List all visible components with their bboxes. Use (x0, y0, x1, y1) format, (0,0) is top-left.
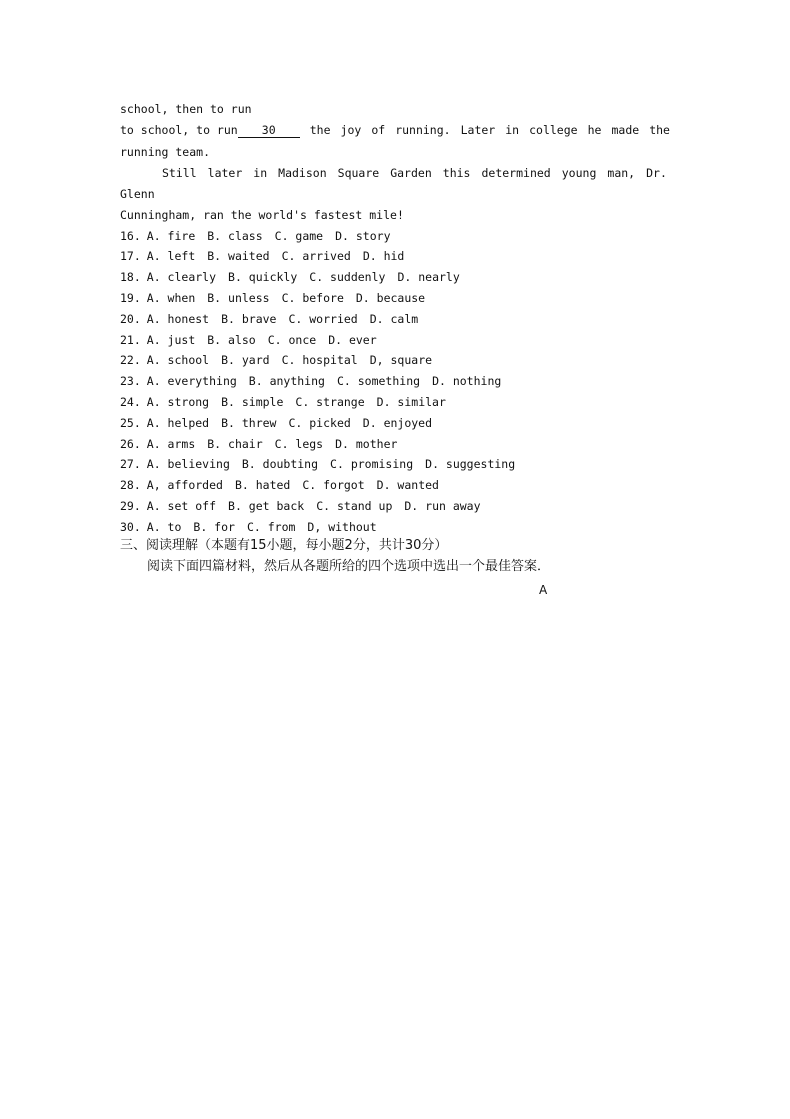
word: this (442, 166, 471, 180)
option-b: B. get back (228, 499, 305, 513)
option-a: A. when (146, 291, 196, 305)
word: the (649, 123, 670, 137)
question-26 (120, 436, 409, 452)
option-a: A. arms (146, 437, 196, 451)
option-a: A. to (146, 520, 182, 534)
answer-blank-30: 30 (238, 124, 300, 138)
question-21 (120, 332, 389, 348)
question-29 (120, 498, 493, 514)
question-17 (120, 248, 416, 264)
option-d: D. similar (376, 395, 446, 409)
option-c: C. before (281, 291, 344, 305)
word: Dr. (646, 166, 667, 180)
word: Square (337, 166, 380, 180)
word: determined (481, 166, 551, 180)
word: Madison (278, 166, 327, 180)
option-a: A. fire (146, 229, 196, 243)
option-a: A, afforded (146, 478, 223, 492)
word: the (309, 123, 331, 137)
question-28 (120, 477, 451, 493)
option-d: D. nothing (432, 374, 502, 388)
passage-line-1: school, then to run (120, 102, 252, 116)
option-d: D. calm (369, 312, 419, 326)
option-b: B. chair (207, 437, 263, 451)
option-c: C. suddenly (309, 270, 386, 284)
option-d: D. wanted (376, 478, 439, 492)
option-d: D. mother (335, 437, 398, 451)
option-d: D. suggesting (425, 457, 516, 471)
option-a: A. just (146, 333, 196, 347)
word: man, (607, 166, 636, 180)
option-a: A. helped (146, 416, 210, 430)
word: Still (162, 166, 197, 180)
option-a: A. set off (146, 499, 217, 513)
option-d: D, without (307, 520, 377, 534)
option-c: C. once (267, 333, 317, 347)
option-c: C. strange (295, 395, 365, 409)
option-d: D, square (369, 353, 433, 367)
word: made (611, 123, 640, 137)
option-c: C. forgot (302, 478, 365, 492)
question-number: 24. (120, 395, 141, 409)
question-16 (120, 228, 403, 244)
option-b: B. yard (221, 353, 270, 367)
option-a: A. strong (146, 395, 210, 409)
word: joy (340, 123, 362, 137)
option-b: B. unless (207, 291, 270, 305)
question-number: 16. (120, 229, 141, 243)
question-number: 25. (120, 416, 141, 430)
passage-line-6: Cunningham, ran the world's fastest mile! (120, 208, 404, 222)
word: in (253, 166, 268, 180)
option-c: C. game (274, 229, 324, 243)
question-number: 19. (120, 291, 141, 305)
question-number: 26. (120, 437, 141, 451)
question-20 (120, 311, 430, 327)
option-c: C. arrived (281, 249, 351, 263)
option-b: B. doubting (241, 457, 319, 471)
word: later (207, 166, 243, 180)
option-b: B. class (207, 229, 263, 243)
option-b: B. threw (221, 416, 277, 430)
option-c: C. hospital (281, 353, 358, 367)
question-30 (120, 519, 389, 535)
passage-line-2 (120, 122, 670, 138)
option-d: D. story (335, 229, 391, 243)
word: of (371, 123, 386, 137)
question-23 (120, 373, 513, 389)
option-a: A. school (146, 353, 210, 367)
word: Later (460, 123, 496, 137)
question-number: 28. (120, 478, 141, 492)
option-d: D. because (355, 291, 426, 305)
option-d: D. enjoyed (362, 416, 433, 430)
section-instruction: 阅读下面四篇材料，然后从各题所给的四个选项中选出一个最佳答案． (147, 559, 551, 574)
question-number: 18. (120, 270, 141, 284)
option-b: B. for (193, 520, 235, 534)
option-a: A. clearly (146, 270, 217, 284)
question-18 (120, 269, 472, 285)
option-c: C. legs (274, 437, 324, 451)
option-d: D. nearly (397, 270, 460, 284)
question-number: 23. (120, 374, 141, 388)
option-a: A. everything (146, 374, 237, 388)
option-c: C. something (336, 374, 421, 388)
option-b: B. brave (221, 312, 277, 326)
question-number: 30. (120, 520, 141, 534)
word: he (587, 123, 602, 137)
passage-line-5: Glenn (120, 187, 155, 201)
passage-line-4 (162, 165, 667, 181)
passage-line-2-pre: to school, to run 30 (120, 122, 300, 138)
question-22 (120, 352, 444, 368)
option-b: B. quickly (228, 270, 298, 284)
option-c: C. worried (288, 312, 358, 326)
question-number: 17. (120, 249, 141, 263)
option-d: D. run away (404, 499, 481, 513)
option-b: B. waited (207, 249, 270, 263)
option-b: B. anything (248, 374, 325, 388)
option-a: A. honest (146, 312, 210, 326)
question-number: 22. (120, 353, 141, 367)
option-c: C. picked (288, 416, 351, 430)
word: young (561, 166, 597, 180)
option-b: B. hated (234, 478, 291, 492)
question-number: 21. (120, 333, 141, 347)
option-d: D. hid (362, 249, 405, 263)
option-c: C. from (246, 520, 296, 534)
option-a: A. left (146, 249, 196, 263)
option-d: D. ever (328, 333, 377, 347)
passage-line-3: running team. (120, 145, 211, 159)
question-number: 27. (120, 457, 141, 471)
option-b: B. also (207, 333, 256, 347)
question-25 (120, 415, 444, 431)
passage-label: A (539, 583, 548, 597)
question-24 (120, 394, 458, 410)
question-number: 29. (120, 499, 141, 513)
word: running. (395, 123, 451, 137)
word: Garden (390, 166, 432, 180)
word: college (529, 123, 578, 137)
option-a: A. believing (146, 457, 230, 471)
option-c: C. stand up (316, 499, 393, 513)
option-b: B. simple (221, 395, 284, 409)
question-27 (120, 456, 527, 472)
option-c: C. promising (330, 457, 414, 471)
question-19 (120, 290, 437, 306)
word: in (505, 123, 520, 137)
question-number: 20. (120, 312, 141, 326)
section-heading: 三、阅读理解（本题有15小题，每小题2分，共计30分） (120, 538, 448, 553)
